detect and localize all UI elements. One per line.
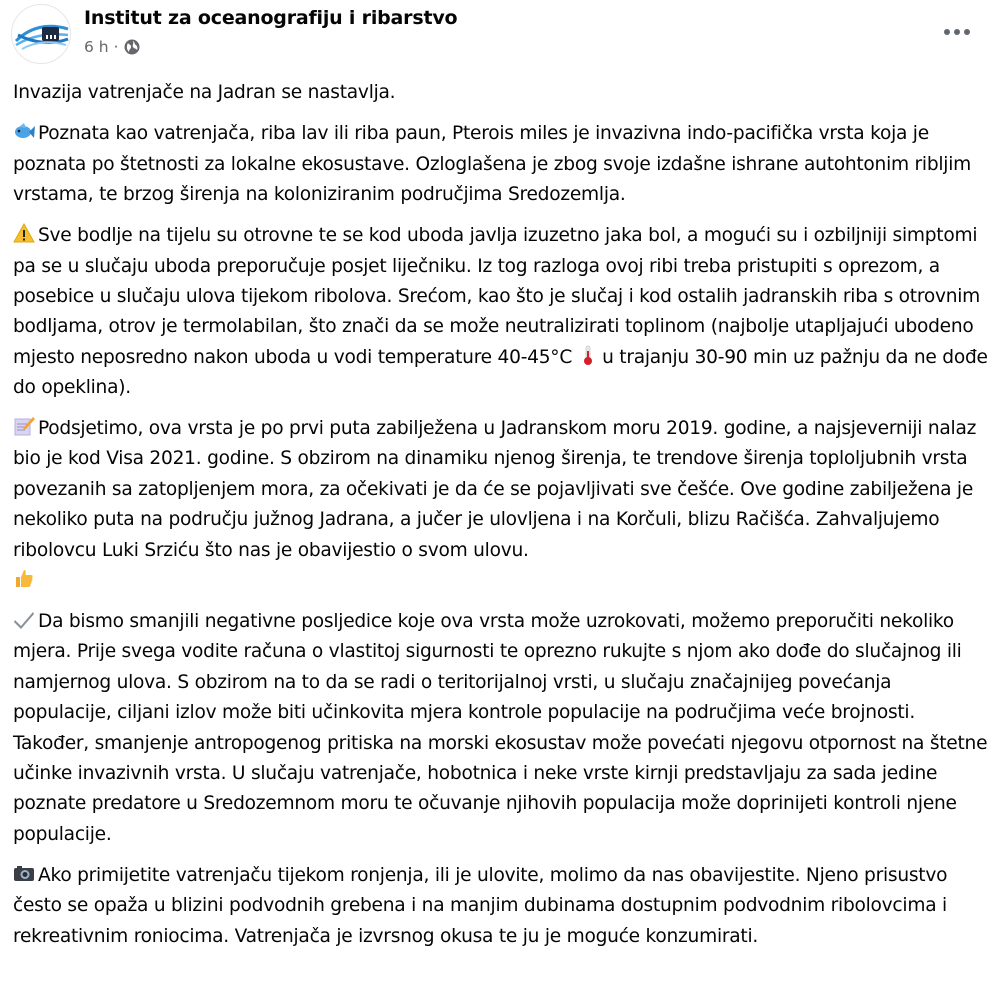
thermometer-emoji-icon (580, 344, 596, 366)
globe-icon[interactable] (124, 39, 140, 55)
page-name-link[interactable]: Institut za oceanografiju i ribarstvo (84, 7, 458, 29)
post-body (13, 75, 988, 962)
more-options-icon (944, 29, 950, 35)
paragraph-history (13, 414, 988, 596)
more-options-icon (954, 29, 960, 35)
paragraph-species-intro (13, 119, 988, 210)
avatar[interactable] (11, 4, 71, 64)
thumbs-up-emoji-icon (13, 567, 35, 589)
institute-logo-icon (12, 5, 71, 64)
check-mark-emoji-icon (13, 608, 35, 630)
paragraph-text: Da bismo smanjili negativne posljedice koje ova vrsta može uzrokovati, možemo preporučiti nekoliko mjera. Prije svega vodite računa o vlastitoj sigurnosti te oprezno rukujte s njom ako dođe do slučajnog ili namjernog ulova. S obzirom na to da se radi o teritorijalnoj vrsti, u slučaju značajnijeg povećanja populacije, ciljani izlov može biti učinkovita mjera kontrole populacije na područjima veće brojnosti. Također, smanjenje antropogenog pritiska na morski ekosustav može povećati njegovu otpornost na štetne učinke invazivnih vrsta. U slučaju vatrenjače, hobotnica i neke vrste kirnji predstavljaju za sada jedine poznate predatore u Sredozemnom moru te očuvanje njihovih populacija može doprinijeti kontroli njene populacije. (13, 611, 988, 845)
post-header (0, 0, 997, 70)
paragraph-report-request (13, 861, 988, 952)
post-timestamp[interactable]: 6 h (84, 38, 109, 56)
paragraph-venom-warning (13, 221, 988, 403)
post-title: Invazija vatrenjače na Jadran se nastavlja. (13, 82, 396, 103)
more-options-icon (964, 29, 970, 35)
camera-emoji-icon (13, 862, 35, 884)
paragraph-text: Poznata kao vatrenjača, riba lav ili riba paun, Pterois miles je invazivna indo-pacifička vrsta koja je poznata po štetnosti za lokalne ekosustave. Ozloglašena je zbog svoje izdašne ishrane autohtonim ribljim vrstama, te brzog širenja na koloniziranim područjima Sredozemlja. (13, 123, 972, 206)
post-meta (84, 38, 140, 56)
fish-emoji-icon (13, 120, 35, 142)
paragraph-measures (13, 607, 988, 850)
paragraph-text: Sve bodlje na tijelu su otrovne te se kod uboda javlja izuzetno jaka bol, a mogući su i ozbiljniji simptomi pa se u slučaju uboda preporučuje posjet liječniku. Iz tog razloga ovoj ribi treba pristupiti s oprezom, a posebice u slučaju ulova tijekom ribolova. Srećom, kao što je slučaj i kod ostalih jadranskih riba s otrovnim bodljama, otrov je termolabilan, što znači da se može neutralizirati toplinom (najbolje utapljajući ubodeno mjesto neposredno nakon uboda u vodi temperature 40-45°C (13, 225, 981, 368)
paragraph-text: Ako primijetite vatrenjaču tijekom ronjenja, ili je ulovite, molimo da nas obavijestite. Njeno prisustvo često se opaža u blizini podvodnih grebena i na manjim dubinama dostupnim podvodnim ribolovcima i rekreativnim roniocima. Vatrenjača je izvrsnog okusa te ju je moguće konzumirati. (13, 864, 948, 947)
warning-emoji-icon (13, 222, 35, 244)
paragraph-text: u trajanju 30-90 min uz pažnju da ne dođe do opeklina). (13, 346, 988, 399)
meta-separator: · (113, 38, 119, 56)
paragraph-text: Podsjetimo, ova vrsta je po prvi puta zabilježena u Jadranskom moru 2019. godine, a najsjeverniji nalaz bio je kod Visa 2021. godine. S obzirom na dinamiku njenog širenja, te trendove širenja toploljubnih vrsta povezanih sa zatopljenjem mora, za očekivati je da će se pojavljivati sve češće. Ove godine zabilježena je nekoliko puta na području južnog Jadrana, a jučer je ulovljena i na Korčuli, blizu Račišća. Zahvaljujemo ribolovcu Luki Srziću što nas je obavijestio o svom ulovu. (13, 418, 977, 561)
more-options-button[interactable] (939, 20, 975, 44)
memo-emoji-icon (13, 415, 35, 437)
